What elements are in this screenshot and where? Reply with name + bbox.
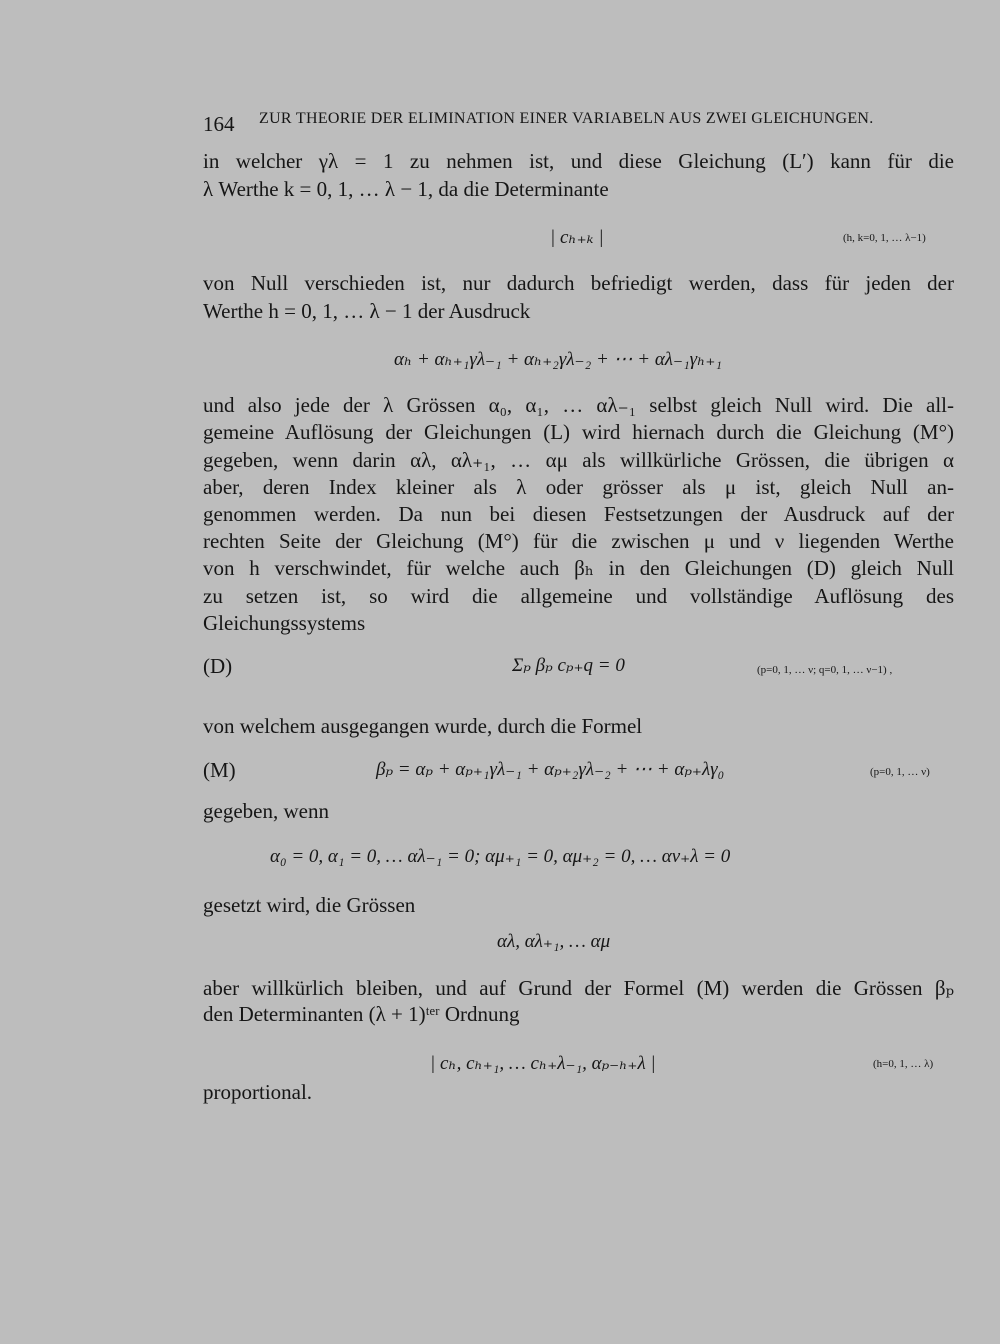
text-line: von Null verschieden ist, nur dadurch befriedigt werden, dass für jeden der [203,271,954,295]
page-number: 164 [203,112,235,136]
running-title: ZUR THEORIE DER ELIMINATION EINER VARIABELN AUS ZWEI GLEICHUNGEN. [259,110,874,127]
equation-formula-M: βₚ = αₚ + αₚ₊₁γλ₋₁ + αₚ₊₂γλ₋₂ + ⋯ + αₚ₊λγ₀ [376,759,725,780]
equation-expression: αₕ + αₕ₊₁γλ₋₁ + αₕ₊₂γλ₋₂ + ⋯ + αλ₋₁γₕ₊₁ [394,349,723,370]
text-line: proportional. [203,1080,313,1104]
text-line: genommen werden. Da nun bei diesen Festsetzungen der Ausdruck auf der [203,502,954,526]
text-line: gegeben, wenn darin αλ, αλ₊₁, … αμ als willkürliche Grössen, die übrigen α [203,448,954,472]
text-line: rechten Seite der Gleichung (M°) für die zwischen μ und ν liegenden Werthe [203,529,954,553]
equation-determinant: | cₕ₊ₖ | [550,227,604,248]
equation-conditions: α₀ = 0, α₁ = 0, … αλ₋₁ = 0; αμ₊₁ = 0, αμ₊₂ = 0, … αν₊λ = 0 [270,846,731,867]
text-line: von h verschwindet, für welche auch βₕ in den Gleichungen (D) gleich Null [203,556,954,580]
equation-condition: (p=0, 1, … ν) [870,766,930,778]
equation-condition: (p=0, 1, … ν; q=0, 1, … ν−1) , [757,664,893,676]
text-line: von welchem ausgegangen wurde, durch die Formel [203,714,643,738]
equation-tag: (D) [203,654,233,678]
equation-condition: (h=0, 1, … λ) [873,1058,934,1070]
text-line: gesetzt wird, die Grössen [203,893,416,917]
text-line: gemeine Auflösung der Gleichungen (L) wird hiernach durch die Gleichung (M°) [203,420,954,444]
equation-determinant-order: | cₕ, cₕ₊₁, … cₕ₊λ₋₁, αₚ₋ₕ₊λ | [430,1053,656,1074]
text-line: zu setzen ist, so wird die allgemeine und vollständige Auflösung des [203,584,954,608]
equation-system-D: Σₚ βₚ cₚ₊q = 0 [512,655,625,676]
text-line: Gleichungssystems [203,611,366,635]
equation-tag: (M) [203,758,236,782]
text-line: Werthe h = 0, 1, … λ − 1 der Ausdruck [203,299,531,323]
equation-condition: (h, k=0, 1, … λ−1) [843,232,926,244]
text-line: gegeben, wenn [203,799,329,823]
text-line: und also jede der λ Grössen α₀, α₁, … αλ₋₁ selbst gleich Null wird. Die all- [203,393,954,417]
text-line: aber, deren Index kleiner als λ oder grösser als μ ist, gleich Null an- [203,475,954,499]
equation-free-variables: αλ, αλ₊₁, … αμ [497,931,611,952]
text-line: aber willkürlich bleiben, und auf Grund der Formel (M) werden die Grössen βₚ [203,976,954,1000]
text-line: in welcher γλ = 1 zu nehmen ist, und diese Gleichung (L′) kann für die [203,149,954,173]
text-line: den Determinanten (λ + 1)ᵗᵉʳ Ordnung [203,1002,520,1026]
text-line: λ Werthe k = 0, 1, … λ − 1, da die Determinante [203,177,609,201]
